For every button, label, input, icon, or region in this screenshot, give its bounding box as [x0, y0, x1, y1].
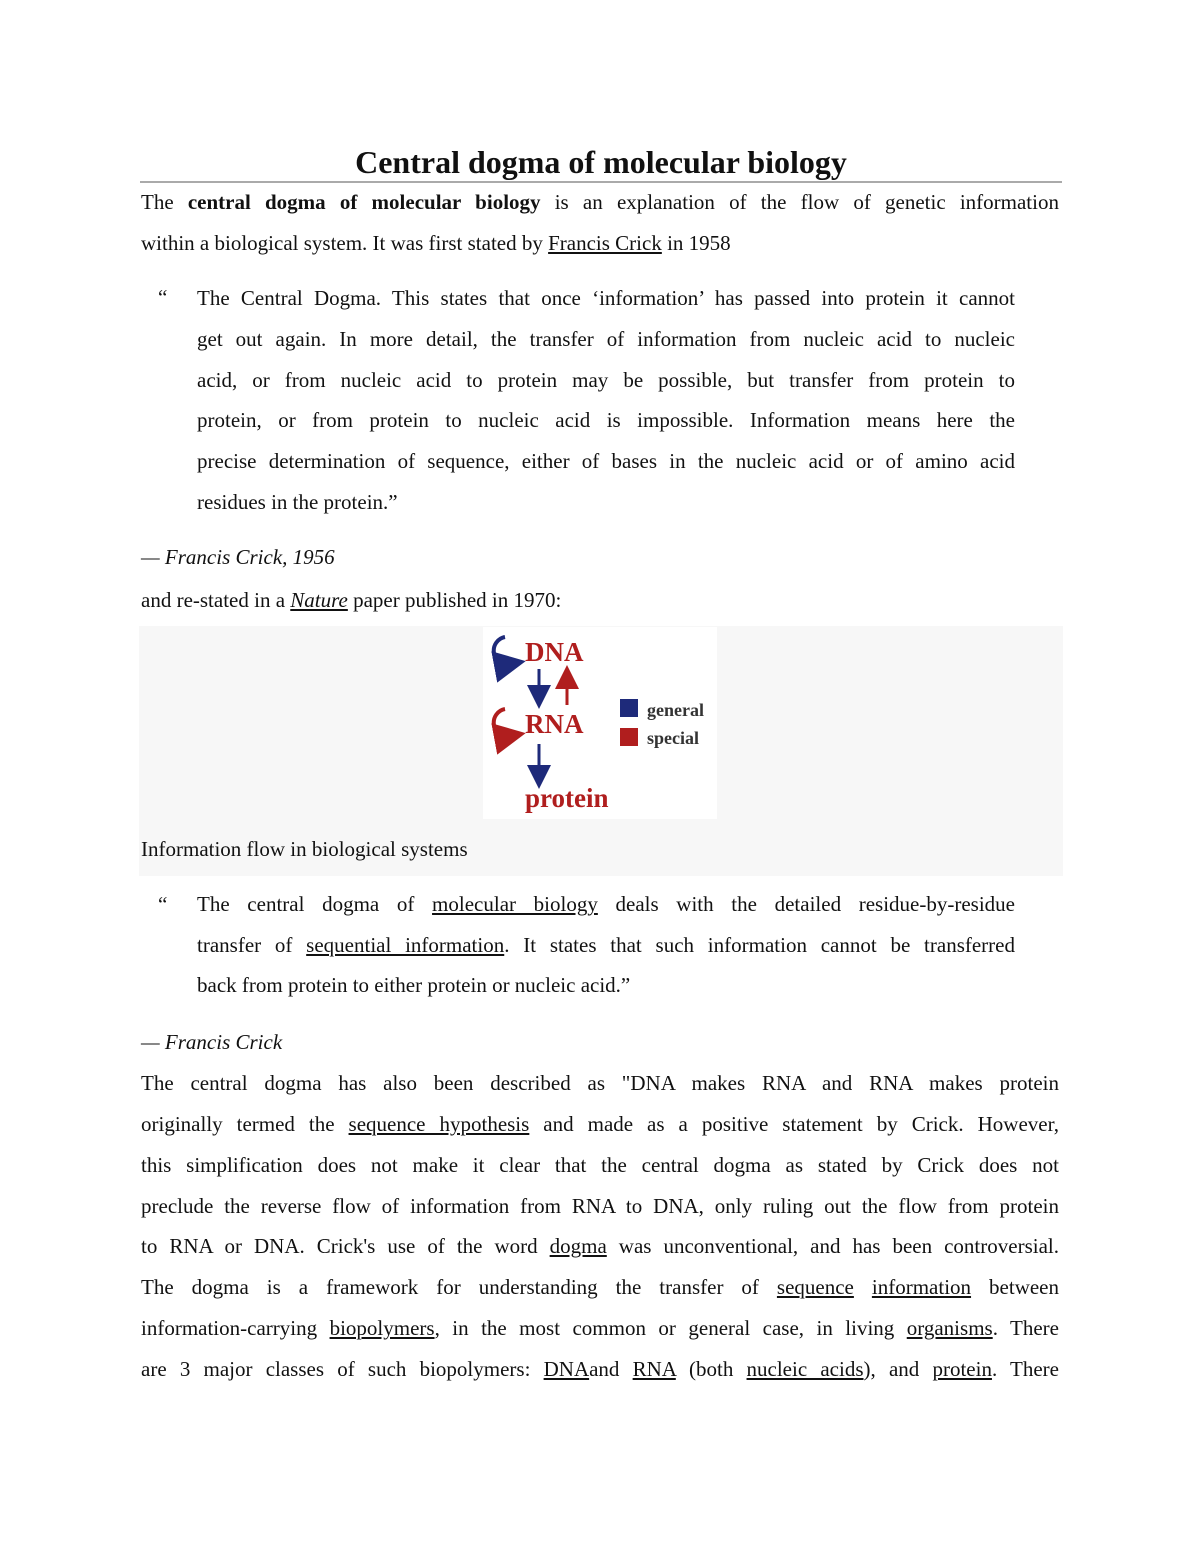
body-text: and: [589, 1357, 633, 1381]
body-text: [854, 1275, 872, 1299]
quote2-line-1: [197, 884, 1015, 925]
body-line-2: [141, 1104, 1059, 1145]
body-line-6: [141, 1267, 1059, 1308]
body-text: are 3 major classes of such biopolymers:: [141, 1357, 544, 1381]
body-line-5: [141, 1226, 1059, 1267]
nucleic-acids-link[interactable]: nucleic acids: [746, 1357, 864, 1381]
protein-label: protein: [525, 783, 609, 813]
rna-label: RNA: [525, 709, 584, 739]
intro-line-2: [141, 223, 1059, 264]
protein-link[interactable]: protein: [932, 1357, 992, 1381]
quote2-text: transfer of: [197, 933, 307, 957]
body-text: was unconventional, and has been controversial.: [606, 1234, 1059, 1258]
legend-special-swatch: [620, 728, 638, 746]
francis-crick-link[interactable]: Francis Crick: [548, 231, 662, 255]
quote2-text: deals with the detailed residue-by-residue: [597, 892, 1015, 916]
body-text: (both: [675, 1357, 747, 1381]
body-text: to RNA or DNA. Crick's use of the word: [141, 1234, 550, 1258]
intro-text: within a biological system. It was first stated by: [141, 231, 549, 255]
quote-mark: “: [158, 892, 168, 916]
legend-special-label: special: [647, 728, 699, 748]
body-text: The dogma is a framework for understanding the transfer of: [141, 1275, 777, 1299]
dna-label: DNA: [525, 637, 584, 667]
quote2-line-2: [197, 925, 1015, 966]
figure-caption: Information flow in biological systems: [141, 837, 468, 861]
quote2-line-3: back from protein to either protein or nucleic acid.”: [197, 973, 631, 997]
body-text: . There: [991, 1357, 1059, 1381]
information-link[interactable]: information: [871, 1275, 972, 1299]
legend-general-swatch: [620, 699, 638, 717]
quote2-attribution: — Francis Crick: [141, 1030, 283, 1054]
body-text: ), and: [863, 1357, 933, 1381]
body-line-4: preclude the reverse flow of information from RNA to DNA, only ruling out the flow from protein: [141, 1194, 1059, 1218]
legend-general-label: general: [647, 700, 704, 720]
body-text: originally termed the: [141, 1112, 349, 1136]
restated-line: [141, 580, 1059, 621]
intro-text: in 1958: [661, 231, 731, 255]
restated-text: paper published in 1970:: [347, 588, 562, 612]
body-line-8: [141, 1349, 1059, 1390]
central-dogma-diagram: [483, 627, 717, 819]
rna-replication-arrow: [494, 709, 510, 736]
quote1-line: The Central Dogma. This states that once ‘information’ has passed into protein it cannot: [197, 286, 1015, 310]
quote1-line: precise determination of sequence, either of bases in the nucleic acid or of amino acid: [197, 449, 1015, 473]
body-text: between: [971, 1275, 1060, 1299]
quote2-text: . It states that such information cannot be transferred: [504, 933, 1015, 957]
dogma-link[interactable]: dogma: [549, 1234, 607, 1258]
sequential-information-link[interactable]: sequential information: [306, 933, 505, 957]
quote1-attribution: — Francis Crick, 1956: [141, 545, 335, 569]
rna-link[interactable]: RNA: [632, 1357, 676, 1381]
intro-bold-term: central dogma of molecular biology: [187, 190, 541, 214]
sequence-link[interactable]: sequence: [776, 1275, 854, 1299]
nature-link[interactable]: Nature: [290, 588, 348, 612]
body-text: , in the most common or general case, in living: [434, 1316, 907, 1340]
body-text: information-carrying: [141, 1316, 330, 1340]
body-line-7: [141, 1308, 1059, 1349]
body-line-3: this simplification does not make it clear that the central dogma as stated by Crick does not: [141, 1153, 1059, 1177]
quote1-line: protein, or from protein to nucleic acid is impossible. Information means here the: [197, 408, 1015, 432]
body-text: and made as a positive statement by Crick. However,: [529, 1112, 1059, 1136]
intro-text: is an explanation of the flow of genetic information: [540, 190, 1059, 214]
quote1-line: residues in the protein.”: [197, 490, 398, 514]
biopolymers-link[interactable]: biopolymers: [329, 1316, 435, 1340]
intro-line-1: [141, 182, 1059, 223]
quote1-line: get out again. In more detail, the transfer of information from nucleic acid to nucleic: [197, 327, 1015, 351]
dna-replication-arrow: [494, 637, 510, 664]
molecular-biology-link[interactable]: molecular biology: [432, 892, 598, 916]
quote2-text: The central dogma of: [197, 892, 433, 916]
page-title: Central dogma of molecular biology: [355, 144, 847, 180]
quote1-line: acid, or from nucleic acid to protein may be possible, but transfer from protein to: [197, 368, 1015, 392]
body-text: . There: [992, 1316, 1059, 1340]
intro-text: The: [141, 190, 188, 214]
sequence-hypothesis-link[interactable]: sequence hypothesis: [348, 1112, 530, 1136]
body-line-1: The central dogma has also been described as "DNA makes RNA and RNA makes protein: [141, 1071, 1059, 1095]
restated-text: and re-stated in a: [141, 588, 291, 612]
dna-link[interactable]: DNA: [543, 1357, 590, 1381]
organisms-link[interactable]: organisms: [906, 1316, 993, 1340]
quote-mark: “: [158, 285, 168, 309]
